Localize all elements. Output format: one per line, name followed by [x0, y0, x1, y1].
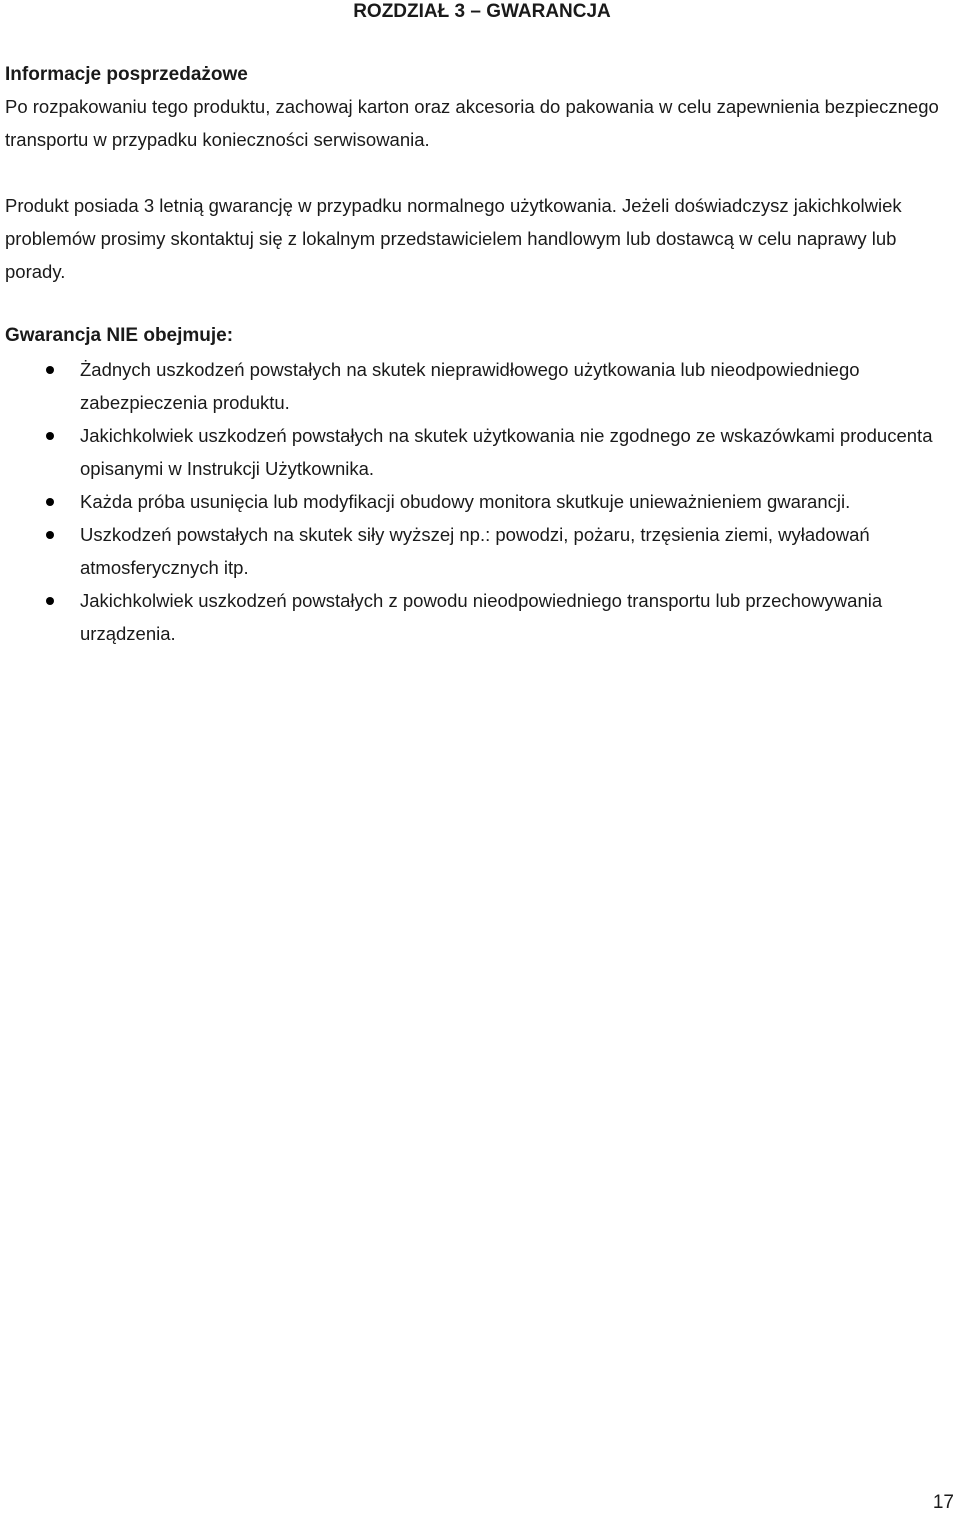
bullet-icon: [46, 531, 54, 539]
page-number: 17: [932, 1492, 954, 1513]
list-item-text: Jakichkolwiek uszkodzeń powstałych z powodu nieodpowiedniego transportu lub przechowywania urządzenia.: [80, 590, 883, 644]
warranty-paragraph: Produkt posiada 3 letnią gwarancję w przypadku normalnego użytkowania. Jeżeli doświadczysz jakichkolwiek problemów prosimy skontaktuj się z lokalnym przedstawicielem handlowym lub dostawcą w celu naprawy lub porady.: [5, 195, 902, 282]
bullet-icon: [46, 498, 54, 506]
list-item: [0, 485, 945, 518]
chapter-title: ROZDZIAŁ 3 – GWARANCJA: [353, 1, 611, 22]
list-item: [0, 353, 945, 419]
bullet-icon: [46, 432, 54, 440]
list-item: [0, 419, 945, 485]
list-item-text: Żadnych uszkodzeń powstałych na skutek nieprawidłowego użytkowania lub nieodpowiedniego zabezpieczenia produktu.: [80, 359, 860, 413]
list-item-text: Jakichkolwiek uszkodzeń powstałych na skutek użytkowania nie zgodnego ze wskazówkami producenta opisanymi w Instrukcji Użytkownika.: [80, 425, 933, 479]
after-sales-heading: Informacje posprzedażowe: [5, 64, 248, 85]
bullet-icon: [46, 597, 54, 605]
list-item-text: Każda próba usunięcia lub modyfikacji obudowy monitora skutkuje unieważnieniem gwarancji.: [80, 491, 851, 512]
bullet-icon: [46, 366, 54, 374]
after-sales-paragraph: Po rozpakowaniu tego produktu, zachowaj karton oraz akcesoria do pakowania w celu zapewnienia bezpiecznego transportu w przypadku konieczności serwisowania.: [5, 96, 939, 150]
exclusions-heading: Gwarancja NIE obejmuje:: [5, 325, 234, 346]
list-item-text: Uszkodzeń powstałych na skutek siły wyższej np.: powodzi, pożaru, trzęsienia ziemi, wyładowań atmosferycznych itp.: [80, 524, 870, 578]
list-item: [0, 584, 945, 650]
exclusions-list: [0, 353, 945, 650]
list-item: [0, 518, 945, 584]
